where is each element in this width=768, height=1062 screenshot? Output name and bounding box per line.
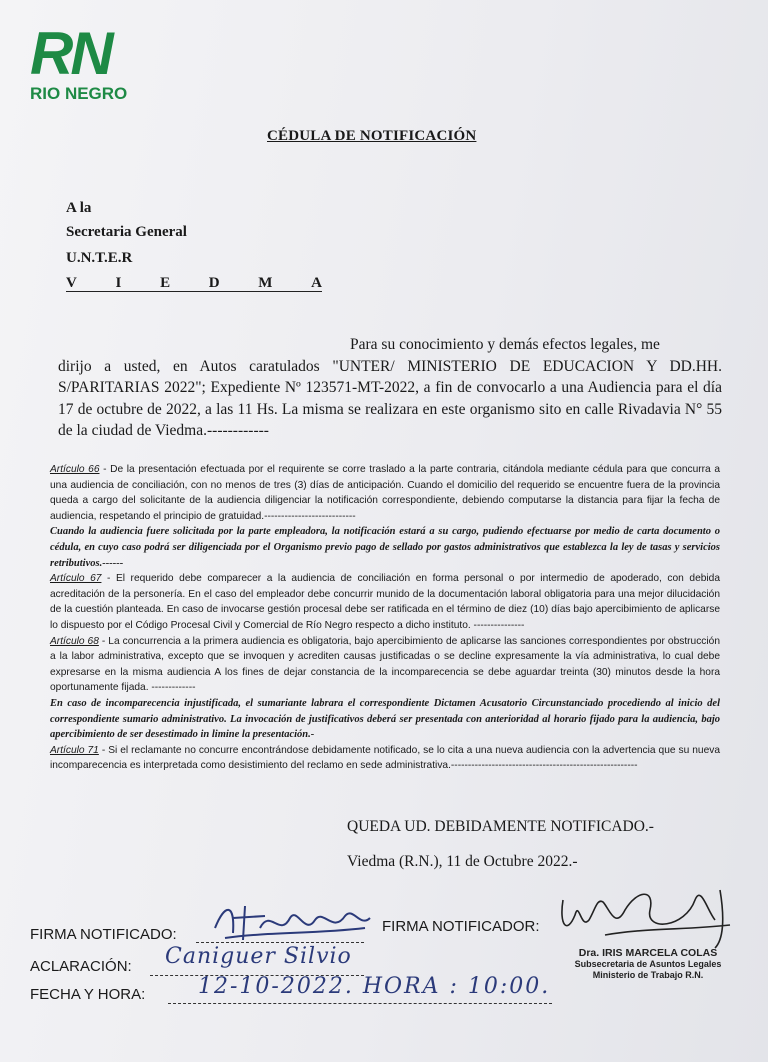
recipient-line-1: A la [66,200,92,216]
intro-rest: dirijo a usted, en Autos caratulados "UNTER/ MINISTERIO DE EDUCACION Y DD.HH. S/PARITARIAS 2022"; Expediente Nº 123571-MT-2022, a fin de convocarlo a una Audiencia para el día 17 de octubre de 2022, a las 11 Hs. La misma se realizara en este organismo sito en calle Rivadavia N° 55 de la ciudad de Viedma.------------ [58,357,722,439]
article-71 [50,743,720,774]
city-letter: V [66,275,77,291]
fecha-hora-line [168,1003,552,1004]
article-68-text: - La concurrencia a la primera audiencia es obligatoria, bajo apercibimiento de aplicarse las sanciones correspondientes por obstrucción a la labor administrativa, excepto que se invoquen y acrediten causas justificadas o se decline expresamente la vía administrativa, lo cual debe expresarse en la misma audiencia A los fines de dejar constancia de la incomparecencia se debe aguardar treinta (30) minutos desde la hora oportunamente fijada. ------------- [50,635,720,694]
city-letter: M [258,275,273,291]
place-date: Viedma (R.N.), 11 de Octubre 2022.- [347,853,578,870]
stamp-name: Dra. IRIS MARCELA COLAS [578,947,718,959]
article-67-heading: Artículo 67 [50,573,102,585]
recipient-city [66,275,322,292]
aclaracion-handwriting: Caniguer Silvio [165,944,352,969]
intro-first-line: Para su conocimiento y demás efectos legales, me [350,336,660,353]
article-66-text: - De la presentación efectuada por el requirente se corre traslado a la parte contraria, citándola mediante cédula para que concurra a una audiencia de conciliación, con no menos de tres (3) días de anticipación. Cuando el domicilio del requerido se encuentre fuera de la provincia queda a cargo del solicitante de la audiencia diligenciar la notificación correspondiente, debiendo computarse la distancia para fijar la fecha de audiencia, respetando el principio de gratuidad.--------------------------- [50,464,720,522]
logo-sub-text: RIO NEGRO [30,84,128,103]
recipient-line-2: Secretaria General [66,224,187,240]
notified-statement: QUEDA UD. DEBIDAMENTE NOTIFICADO.- [347,818,654,835]
stamp-role: Subsecretaria de Asuntos Legales [574,959,722,969]
city-letter: E [160,275,171,291]
stamp-org: Ministerio de Trabajo R.N. [592,970,704,980]
article-68-heading: Artículo 68 [50,635,99,647]
articles-block [50,462,720,774]
aclaracion-label: ACLARACIÓN: [30,958,132,975]
article-67-text: - El requerido debe comparecer a la audiencia de conciliación en forma personal o por intermedio de apoderado, con debida acreditación de la personería. En el caso del empleador debe concurrir munido de la documentación laboral obligatoria para una mejor dilucidación de la cuestión planteada. En caso de invocarse gestión procesal debe ser ratificada en el término de diez (10) días bajo apercibimiento de aplicarse lo dispuesto por el Código Procesal Civil y Comercial de Río Negro respecto a dicho instituto. --------------- [50,573,720,631]
firma-notificador-label: FIRMA NOTIFICADOR: [382,918,540,935]
intro-paragraph [58,334,722,442]
article-68-bold-clause: En caso de incomparecencia injustificada, el sumariante labrara el correspondiente Dictamen Acusatorio Circunstanciado procediendo al inicio del correspondiente sumario administrativo. La invocación de justificativos deberá ser presentada con anterioridad al horario fijado para la audiencia, bajo apercibimiento de ser desestimado in limine la presentación.- [50,697,720,741]
article-71-heading: Artículo 71 [50,744,99,756]
city-letter: D [208,275,220,291]
recipient-line-3: U.N.T.E.R [66,250,133,266]
article-66 [50,462,720,524]
notificado-signature [205,898,375,948]
article-66-heading: Artículo 66 [50,464,100,475]
city-letter: I [115,275,122,291]
fecha-hora-handwriting: 12-10-2022. HORA : 10:00. [198,974,551,999]
article-68 [50,634,720,696]
city-letter: A [311,275,322,291]
notificador-stamp [558,947,738,981]
logo-main-text: RN [30,20,111,87]
notificador-signature [545,880,745,950]
article-67 [50,571,720,633]
fecha-hora-label: FECHA Y HORA: [30,986,146,1003]
document-title: CÉDULA DE NOTIFICACIÓN [267,128,477,144]
article-66-bold-clause: Cuando la audiencia fuere solicitada por la parte empleadora, la notificación estará a su cargo, pudiendo efectuarse por medio de carta documento o cédula, en cuyo caso podrá ser diligenciada por el Organismo previo pago de sellado por gastos administrativos que establezca la ley de tasas y servicios retributivos.------ [50,526,720,569]
article-71-text: - Si el reclamante no concurre encontrándose debidamente notificado, se lo cita a una nueva audiencia con la advertencia que su nueva incomparecencia es interpretada como desistimiento del reclamo en sede administrativa.------------------------------------------------------- [50,744,720,772]
rio-negro-logo [30,20,150,106]
firma-notificado-label: FIRMA NOTIFICADO: [30,926,177,943]
